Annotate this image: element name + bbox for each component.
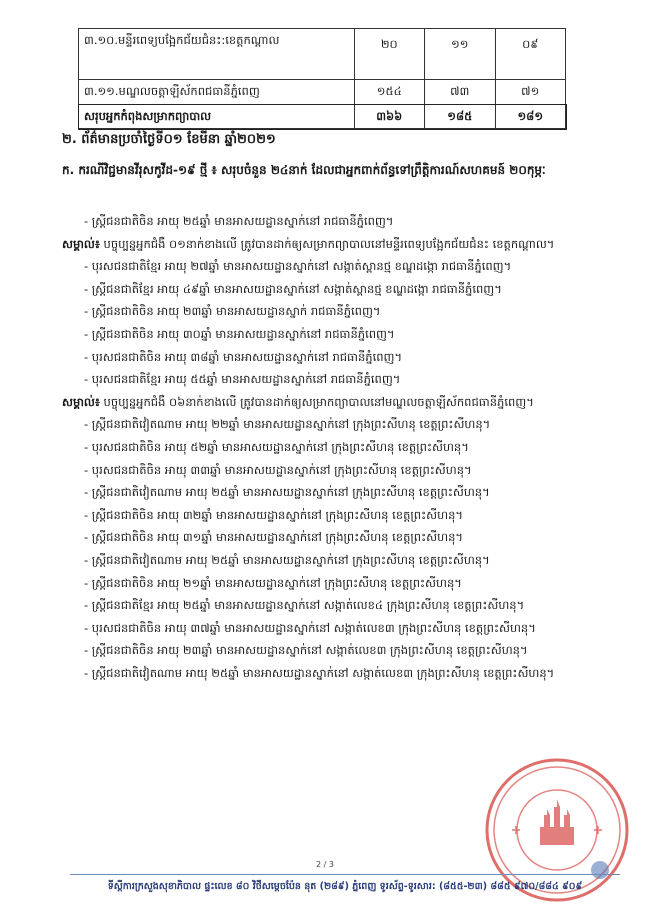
list-item: - ស្ត្រីជនជាតិចិន អាយុ ២៣ឆ្នាំ មានអាសយដ្ឋានស្នាក់ រាជធានីភ្នំពេញ។ — [84, 304, 381, 319]
page-number: 2 / 3 — [316, 860, 334, 869]
list-item: - ស្ត្រីជនជាតិចិន អាយុ ២៥ឆ្នាំ មានអាសយដ្ឋានស្នាក់នៅ រាជធានីភ្នំពេញ។ — [84, 214, 394, 228]
list-item: - បុរសជនជាតិខ្មែរ អាយុ ៥៥ឆ្នាំ មានអាសយដ្ឋានស្នាក់នៅ រាជធានីភ្នំពេញ។ — [84, 372, 401, 387]
list-item: - បុរសជនជាតិខ្មែរ អាយុ ២៧ឆ្នាំ មានអាសយដ្ឋានស្នាក់នៅ សង្កាត់ស្ពានថ្ម ខណ្ឌដង្កោ រាជធានីភ្នំពេញ។ — [84, 259, 512, 274]
table-cell-male: ១១ — [425, 29, 495, 80]
list-item: - ស្ត្រីជនជាតិចិន អាយុ ៣១ឆ្នាំ មានអាសយដ្ឋានស្នាក់នៅ ក្រុងព្រះសីហនុ ខេត្តព្រះសីហនុ។ — [84, 530, 463, 545]
list-item: - ស្ត្រីជនជាតិវៀតណាម អាយុ ២៥ឆ្នាំ មានអាសយដ្ឋានស្នាក់នៅ ក្រុងព្រះសីហនុ ខេត្តព្រះសីហនុ។ — [84, 552, 490, 567]
table-row — [79, 29, 566, 80]
note-2 — [62, 391, 597, 414]
list-item: - ស្ត្រីជនជាតិវៀតណាម អាយុ ២៥ឆ្នាំ មានអាសយដ្ឋានស្នាក់នៅ ក្រុងព្រះសីហនុ ខេត្តព្រះសីហនុ។ — [84, 485, 490, 500]
note-1 — [62, 233, 597, 256]
case-list — [62, 210, 597, 684]
note-text: បច្ចុប្បន្នអ្នកជំងឺ ០៦នាក់ខាងលើ ត្រូវបានដាក់ឲ្យសម្រាកព្យាបាលនៅមណ្ឌលចត្តាឡីស័កពជធានីភ្នំពេញ។ — [99, 394, 534, 409]
table-cell-total: ១៥៤ — [354, 80, 424, 105]
list-item: - បុរសជនជាតិចិន អាយុ ៣៣ឆ្នាំ មានអាសយដ្ឋានស្នាក់នៅ ក្រុងព្រះសីហនុ ខេត្តព្រះសីហនុ។ — [84, 462, 472, 477]
table-cell-female: ០៩ — [495, 29, 566, 80]
footer-divider — [70, 874, 620, 875]
list-item: - ស្ត្រីជនជាតិចិន អាយុ ២១ឆ្នាំ មានអាសយដ្ឋានស្នាក់នៅ ក្រុងព្រះសីហនុ ខេត្តព្រះសីហនុ។ — [84, 575, 462, 590]
table-cell-male: ៧៣ — [425, 80, 495, 105]
table-row — [79, 80, 566, 105]
footer-address: ទីស្តីការក្រសួងសុខាភិបាល ផ្ទះលេខ ៨០ វិថីសម្តេចប៉ែន នុត (២៨៩) ភ្នំពេញ ទូរស័ព្ទ-ទូរសារ: (៨៥៥-២៣) ៨៨៥ ៩៧០/៨៨៤ ៩០៩ — [107, 881, 583, 892]
table-total-row — [79, 105, 566, 129]
list-item: - ស្ត្រីជនជាតិចិន អាយុ ៣០ឆ្នាំ មានអាសយដ្ឋានស្នាក់នៅ រាជធានីភ្នំពេញ។ — [84, 326, 395, 341]
list-item: - ស្ត្រីជនជាតិខ្មែរ អាយុ ២៥ឆ្នាំ មានអាសយដ្ឋានស្នាក់នៅ សង្កាត់លេខ៤ ក្រុងព្រះសីហនុ ខេត្តព្រះសីហនុ។ — [84, 598, 525, 613]
list-item: - ស្ត្រីជនជាតិចិន អាយុ ២៣ឆ្នាំ មានអាសយដ្ឋានស្នាក់នៅ សង្កាត់លេខ៣ ក្រុងព្រះសីហនុ ខេត្តព្រះសីហនុ។ — [84, 643, 528, 658]
table-cell-name: ៣.១០.មន្ទីរពេទ្យបង្អែកជ័យជំនះ:ខេត្តកណ្តាល — [79, 29, 355, 80]
list-item: - ស្ត្រីជនជាតិចិន អាយុ ៣២ឆ្នាំ មានអាសយដ្ឋានស្នាក់នៅ ក្រុងព្រះសីហនុ ខេត្តព្រះសីហនុ។ — [84, 507, 463, 522]
table-cell-total: ២០ — [354, 29, 424, 80]
section-title: ២. ព័ត៌មានប្រចាំថ្ងៃទី០១ ខែមីនា ឆ្នាំ២០២១ — [62, 132, 276, 147]
list-item: - ស្ត្រីជនជាតិវៀតណាម អាយុ ២៥ឆ្នាំ មានអាសយដ្ឋានស្នាក់នៅ សង្កាត់លេខ៣ ក្រុងព្រះសីហនុ ខេត្តព្រះសីហនុ។ — [84, 665, 555, 680]
table-cell-female: ៧១ — [495, 80, 566, 105]
section-subtitle: ក. ករណីវិជ្ជមានវីរុសកូវីដ-១៩ ថ្មី ៖ សរុបចំនួន ២៤នាក់ ដែលជាអ្នកពាក់ព័ន្ធទៅព្រឹត្តិការណ៍សហគមន៍ ២០កុម្ភៈ — [62, 163, 546, 177]
total-value: ៣៦៦ — [354, 105, 424, 129]
patients-table — [78, 28, 566, 129]
note-label: សម្គាល់៖ — [62, 394, 100, 409]
table-cell-name: ៣.១១.មណ្ឌលចត្តាឡីស័កពជធានីភ្នំពេញ — [79, 80, 355, 105]
list-item: - ស្ត្រីជនជាតិខ្មែរ អាយុ ៤៩ឆ្នាំ មានអាសយដ្ឋានស្នាក់នៅ សង្កាត់ស្ពានថ្ម ខណ្ឌដង្កោ រាជធានីភ្នំពេញ។ — [84, 281, 502, 296]
list-item: - ស្ត្រីជនជាតិវៀតណាម អាយុ ២២ឆ្នាំ មានអាសយដ្ឋានស្នាក់នៅ ក្រុងព្រះសីហនុ ខេត្តព្រះសីហនុ។ — [84, 417, 491, 432]
note-label: សម្គាល់៖ — [62, 236, 100, 251]
list-item: - បុរសជនជាតិចិន អាយុ ៣៨ឆ្នាំ មានអាសយដ្ឋានស្នាក់នៅ រាជធានីភ្នំពេញ។ — [84, 349, 403, 364]
list-item: - បុរសជនជាតិចិន អាយុ ៥២ឆ្នាំ មានអាសយដ្ឋានស្នាក់នៅ ក្រុងព្រះសីហនុ ខេត្តព្រះសីហនុ។ — [84, 439, 469, 454]
note-text: បច្ចុប្បន្នអ្នកជំងឺ ០១នាក់ខាងលើ ត្រូវបានដាក់ឲ្យសម្រាកព្យាបាលនៅមន្ទីរពេទ្យបង្អែកជ័យជំនះ ខេត្តកណ្តាល។ — [99, 236, 555, 251]
list-item: - បុរសជនជាតិចិន អាយុ ៣៧ឆ្នាំ មានអាសយដ្ឋានស្នាក់នៅ សង្កាត់លេខ៣ ក្រុងព្រះសីហនុ ខេត្តព្រះសីហនុ។ — [84, 620, 536, 635]
total-male: ១៨៥ — [425, 105, 495, 129]
total-label: សរុបអ្នកកំពុងសម្រាកព្យាបាល — [79, 105, 355, 129]
total-female: ១៨១ — [495, 105, 566, 129]
